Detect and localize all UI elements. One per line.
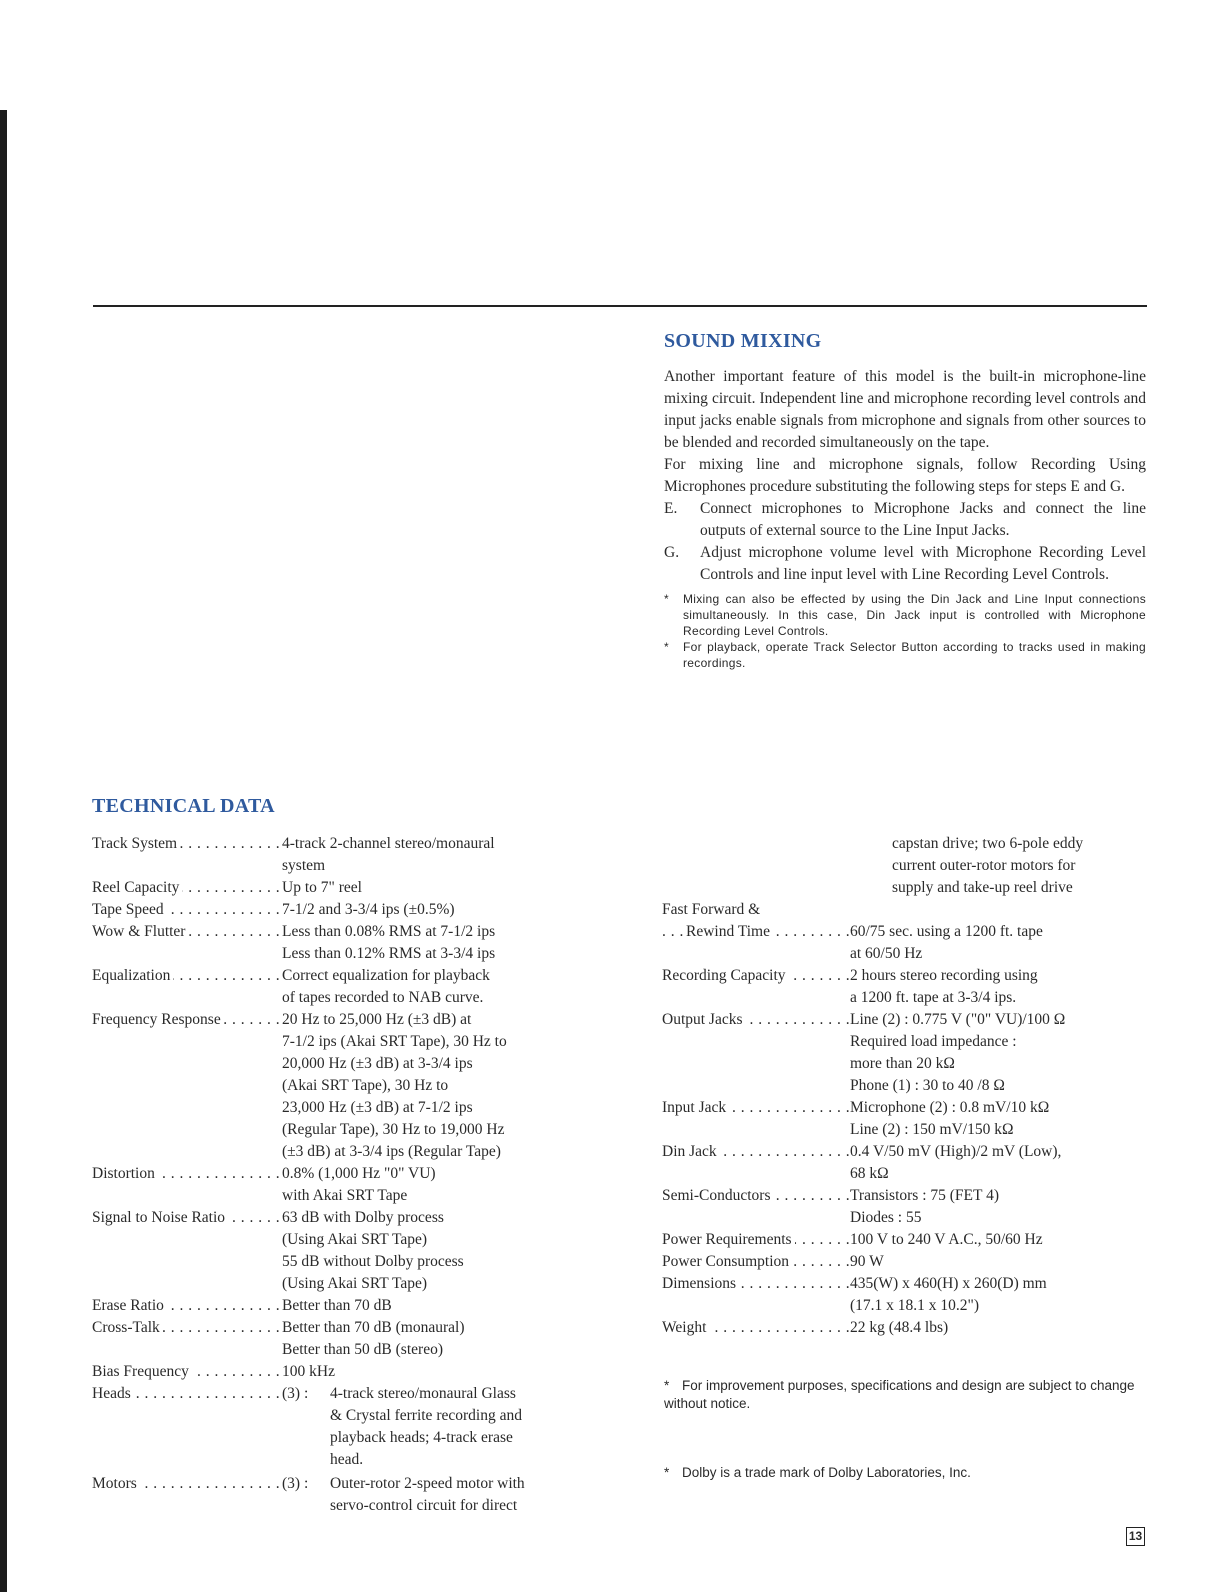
spec-label: Input Jack [662,1099,729,1116]
value-line: Line (2) : 0.775 V ("0" VU)/100 Ω [850,1011,1066,1028]
value-line: at 60/50 Hz [850,945,923,962]
motor-count: (3) : [282,1475,309,1492]
spec-value [850,1185,1152,1229]
spec-label: Semi-Conductors [662,1187,774,1204]
footnote-text: For improvement purposes, specifications and design are subject to change without notice. [664,1378,1135,1411]
value-line: 100 kHz [282,1363,335,1380]
technical-data-heading: TECHNICAL DATA [92,795,275,817]
spec-value [282,1317,592,1361]
spec-label: Rewind Time [686,923,773,940]
value-line: Less than 0.08% RMS at 7-1/2 ips [282,923,496,940]
head-lines [330,1383,522,1471]
value-line: 100 V to 240 V A.C., 50/60 Hz [850,1231,1043,1248]
spec-label: Distortion [92,1165,158,1182]
spec-input-jack [662,1097,1152,1141]
spec-label: Signal to Noise Ratio [92,1209,228,1226]
value-line: 435(W) x 460(H) x 260(D) mm [850,1275,1047,1292]
value-line: (Using Akai SRT Tape) [282,1231,428,1248]
spec-tape-speed [92,899,592,921]
spec-semiconductors [662,1185,1152,1229]
spec-value [282,1383,592,1471]
spec-cross-talk [92,1317,592,1361]
spec-value [850,1317,1152,1339]
value-line: 20,000 Hz (±3 dB) at 3-3/4 ips [282,1055,473,1072]
spec-value [282,965,592,1009]
footnote-star: * [664,1378,670,1393]
value-line: (Using Akai SRT Tape) [282,1275,428,1292]
value-line: (Akai SRT Tape), 30 Hz to [282,1077,449,1094]
note-star: * [664,592,669,606]
note-star: * [664,640,669,654]
spec-label: Heads [92,1385,134,1402]
spec-value [850,1097,1152,1141]
step-text: Connect microphones to Microphone Jacks and connect the line outputs of external source to the Line Input Jacks. [700,500,1146,539]
value-line: Diodes : 55 [850,1209,922,1226]
spec-list-right [662,833,1152,1339]
spec-value [282,833,592,877]
footnote-improvement [664,1377,1148,1413]
spec-din-jack [662,1141,1152,1185]
value-line: capstan drive; two 6-pole eddy [892,835,1084,852]
spec-value [850,1229,1152,1251]
spec-label: Equalization [92,967,173,984]
value-line: with Akai SRT Tape [282,1187,408,1204]
spec-label: Recording Capacity [662,967,789,984]
spec-dimensions [662,1273,1152,1317]
value-line: current outer-rotor motors for [892,857,1076,874]
spec-label: Output Jacks [662,1011,746,1028]
step-e [664,498,1146,542]
spec-value [850,1251,1152,1273]
spec-value [282,877,592,899]
step-letter: G. [664,544,680,561]
spec-power-consumption [662,1251,1152,1273]
spec-label: Motors [92,1475,140,1492]
spec-ff-rewind-label-1: Fast Forward & [662,901,761,918]
value-line: 2 hours stereo recording using [850,967,1038,984]
value-line: Phone (1) : 30 to 40 /8 Ω [850,1077,1005,1094]
spec-bias-frequency [92,1361,592,1383]
value-line: Less than 0.12% RMS at 3-3/4 ips [282,945,496,962]
value-line: 0.8% (1,000 Hz "0" VU) [282,1165,436,1182]
sound-mixing-para-2: For mixing line and microphone signals, follow Recording Using Microphones procedure substituting the following steps for steps E and G. [664,456,1146,495]
horizontal-rule [93,305,1147,307]
note-text: Mixing can also be effected by using the Din Jack and Line Input connections simultaneously. In this case, Din Jack input is controlled with Microphone Recording Level Controls. [683,592,1146,638]
spec-reel-capacity [92,877,592,899]
spec-label: Cross-Talk [92,1319,163,1336]
motor-lines [330,1473,525,1517]
spec-label: Dimensions [662,1275,739,1292]
value-line: supply and take-up reel drive [892,879,1073,896]
spec-ff-rewind [662,921,1152,965]
value-line: (Regular Tape), 30 Hz to 19,000 Hz [282,1121,505,1138]
spec-label: Bias Frequency [92,1363,192,1380]
spec-value [282,1163,592,1207]
value-line: Required load impedance : [850,1033,1017,1050]
value-line: 55 dB without Dolby process [282,1253,464,1270]
sound-mixing-section [664,366,1146,671]
spec-value [282,921,592,965]
value-line: 4-track stereo/monaural Glass [330,1385,516,1402]
value-line: & Crystal ferrite recording and [330,1407,522,1424]
spec-motors [92,1473,592,1517]
spec-frequency-response [92,1009,592,1163]
sound-mixing-heading: SOUND MIXING [664,330,822,352]
spec-label: Power Requirements [662,1231,795,1248]
value-line: 90 W [850,1253,884,1270]
value-line: Outer-rotor 2-speed motor with [330,1475,525,1492]
value-line: more than 20 kΩ [850,1055,955,1072]
value-line: a 1200 ft. tape at 3-3/4 ips. [850,989,1017,1006]
value-line: 68 kΩ [850,1165,889,1182]
spec-value [282,1361,592,1383]
spec-value [282,1295,592,1317]
spec-label: Power Consumption [662,1253,792,1270]
spec-heads [92,1383,592,1471]
value-line: Better than 70 dB [282,1297,392,1314]
spec-label: Tape Speed [92,901,167,918]
value-line: 7-1/2 and 3-3/4 ips (±0.5%) [282,901,455,918]
mixing-steps [664,498,1146,586]
spec-value [282,1009,592,1163]
spec-value [850,965,1152,1009]
footnote-star: * [664,1465,670,1480]
spec-value [850,1141,1152,1185]
spec-label: Erase Ratio [92,1297,167,1314]
spec-label: Track System [92,835,180,852]
spec-weight [662,1317,1152,1339]
spec-value [282,1473,592,1517]
spec-label: Din Jack [662,1143,720,1160]
value-line: system [282,857,326,874]
step-text: Adjust microphone volume level with Microphone Recording Level Controls and line input level with Line Recording Level Controls. [700,544,1146,583]
value-line: (±3 dB) at 3-3/4 ips (Regular Tape) [282,1143,501,1160]
value-line: 23,000 Hz (±3 dB) at 7-1/2 ips [282,1099,473,1116]
value-line: playback heads; 4-track erase [330,1429,513,1446]
value-line: head. [330,1451,364,1468]
motors-continued [662,833,1152,899]
spec-erase-ratio [92,1295,592,1317]
page-number: 13 [1126,1527,1145,1546]
spec-signal-to-noise [92,1207,592,1295]
value-line: Up to 7" reel [282,879,362,896]
value-line: 4-track 2-channel stereo/monaural [282,835,495,852]
mixing-notes [664,591,1146,671]
mixing-note-1 [664,591,1146,639]
sound-mixing-para-1: Another important feature of this model is the built-in microphone-line mixing circuit. Independent line and microphone recording level controls and input jacks enable signals from microphone and signals from other sources to be blended and recorded simultaneously on the tape. [664,368,1146,451]
value-line: of tapes recorded to NAB curve. [282,989,484,1006]
spec-output-jacks [662,1009,1152,1097]
footnote-dolby [664,1464,1148,1482]
footnote-text: Dolby is a trade mark of Dolby Laboratories, Inc. [682,1465,971,1480]
spec-label: Wow & Flutter [92,923,188,940]
value-line: 22 kg (48.4 lbs) [850,1319,949,1336]
step-g [664,542,1146,586]
step-letter: E. [664,500,678,517]
spec-recording-capacity [662,965,1152,1009]
value-line: Correct equalization for playback [282,967,490,984]
value-line: 20 Hz to 25,000 Hz (±3 dB) at [282,1011,472,1028]
spec-wow-flutter [92,921,592,965]
mixing-note-2 [664,639,1146,671]
spec-value [850,1009,1152,1097]
spec-label: Reel Capacity [92,879,182,896]
spec-power-requirements [662,1229,1152,1251]
spec-equalization [92,965,592,1009]
value-line: Microphone (2) : 0.8 mV/10 kΩ [850,1099,1050,1116]
spec-label: Weight [662,1319,709,1336]
spec-value [850,921,1152,965]
head-count: (3) : [282,1385,309,1402]
note-text: For playback, operate Track Selector Button according to tracks used in making recordings. [683,640,1146,670]
value-line: Transistors : 75 (FET 4) [850,1187,999,1204]
value-line: (17.1 x 18.1 x 10.2") [850,1297,980,1314]
value-line: 7-1/2 ips (Akai SRT Tape), 30 Hz to [282,1033,507,1050]
value-line: Better than 50 dB (stereo) [282,1341,443,1358]
spec-label: Frequency Response [92,1011,224,1028]
spec-list-left [92,833,592,1517]
spec-track-system [92,833,592,877]
page-edge-shadow [0,110,7,1592]
value-line: 63 dB with Dolby process [282,1209,444,1226]
spec-distortion [92,1163,592,1207]
spec-value [850,1273,1152,1317]
value-line: Better than 70 dB (monaural) [282,1319,465,1336]
value-line: servo-control circuit for direct [330,1497,518,1514]
spec-value [282,899,592,921]
value-line: Line (2) : 150 mV/150 kΩ [850,1121,1014,1138]
spec-value [282,1207,592,1295]
value-line: 0.4 V/50 mV (High)/2 mV (Low), [850,1143,1062,1160]
value-line: 60/75 sec. using a 1200 ft. tape [850,923,1043,940]
